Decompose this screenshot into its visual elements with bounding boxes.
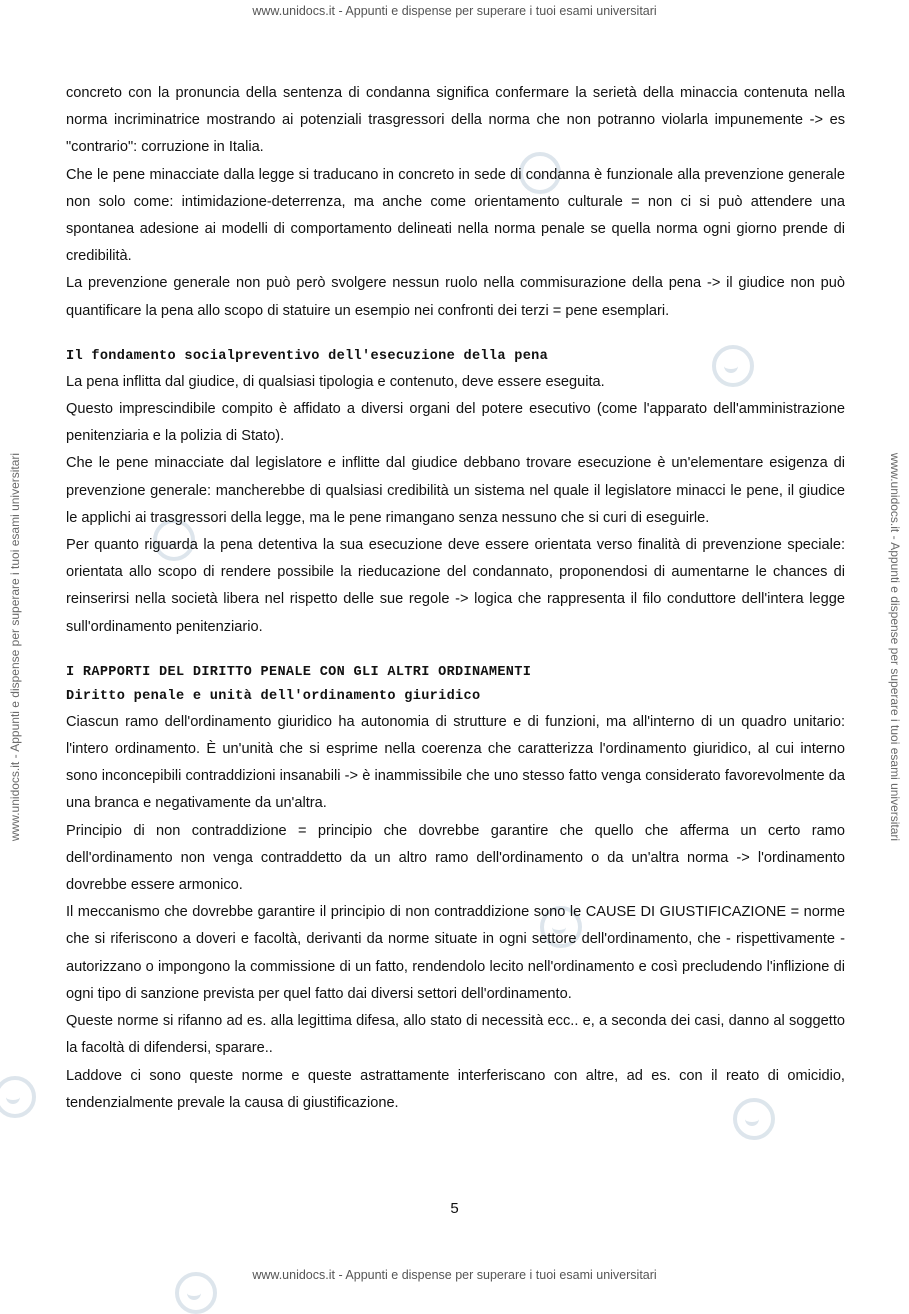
watermark-logo-icon [0, 1076, 36, 1118]
paragraph: Laddove ci sono queste norme e queste astrattamente interferiscano con altre, ad es. con il reato di omicidio, tendenzialmente prevale la causa di giustificazione. [66, 1067, 845, 1111]
paragraph: Che le pene minacciate dal legislatore e inflitte dal giudice debbano trovare esecuzione è un'elementare esigenza di prevenzione generale: mancherebbe di qualsiasi credibilità un sistema nel quale il legislatore minacci le pene, il giudice le applichi ai trasgressori della legge, ma le pene rimangano senza nessuno che si curi di eseguirle. [66, 455, 845, 526]
paragraph: Per quanto riguarda la pena detentiva la sua esecuzione deve essere orientata verso finalità di prevenzione speciale: orientata allo scopo di rendere possibile la rieducazione del condannato, proponendosi di aumentarne le chances di reinserirsi nella società libera nel rispetto delle sue regole -> logica che rappresenta il filo conduttore dell'intera legge sull'ordinamento penitenziario. [66, 537, 845, 635]
left-side-watermark: www.unidocs.it - Appunti e dispense per superare i tuoi esami universitari [8, 452, 22, 842]
paragraph: Questo imprescindibile compito è affidato a diversi organi del potere esecutivo (come l'apparato dell'amministrazione penitenziaria e la polizia di Stato). [66, 401, 845, 445]
right-side-watermark: www.unidocs.it - Appunti e dispense per superare i tuoi esami universitari [888, 452, 902, 842]
paragraph: concreto con la pronuncia della sentenza di condanna significa confermare la serietà della minaccia contenuta nella norma incriminatrice mostrando ai potenziali trasgressori della norma che non potranno violarla impunemente -> es "contrario": corruzione in Italia. [66, 85, 845, 156]
paragraph: Che le pene minacciate dalla legge si traducano in concreto in sede di condanna è funzionale alla prevenzione generale non solo come: intimidazione-deterrenza, ma anche come orientamento culturale = non ci si può attendere una spontanea adesione ai modelli di comportamento delineati nella norma penale se quella norma ogni giorno prende di credibilità. [66, 166, 845, 265]
paragraph: Queste norme si rifanno ad es. alla legittima difesa, allo stato di necessità ecc.. e, a seconda dei casi, danno al soggetto la facoltà di difendersi, sparare.. [66, 1013, 845, 1057]
footer-watermark: www.unidocs.it - Appunti e dispense per superare i tuoi esami universitari [252, 1268, 657, 1282]
section-heading: Il fondamento socialpreventivo dell'esecuzione della pena [66, 348, 549, 364]
chapter-title: I RAPPORTI DEL DIRITTO PENALE CON GLI ALTRI ORDINAMENTI [66, 664, 532, 680]
section-heading: Diritto penale e unità dell'ordinamento giuridico [66, 688, 481, 704]
paragraph: La pena inflitta dal giudice, di qualsiasi tipologia e contenuto, deve essere eseguita. [66, 373, 605, 390]
page-number: 5 [450, 1200, 459, 1217]
document-body [66, 80, 845, 1117]
header-watermark: www.unidocs.it - Appunti e dispense per superare i tuoi esami universitari [252, 4, 657, 18]
paragraph: Principio di non contraddizione = principio che dovrebbe garantire che quello che afferma un certo ramo dell'ordinamento non venga contraddetto da un altro ramo dell'ordinamento o da un'altra norma -> l'ordinamento dovrebbe essere armonico. [66, 822, 845, 894]
paragraph: Il meccanismo che dovrebbe garantire il principio di non contraddizione sono le CAUSE DI GIUSTIFICAZIONE = norme che si riferiscono a doveri e facoltà, derivanti da norme situate in ogni settore dell'ordinamento, che - rispettivamente - autorizzano o impongono la commissione di un fatto, rendendolo lecito nell'ordinamento e così precludendo l'inflizione di ogni tipo di sanzione prevista per quel fatto dai diversi settori dell'ordinamento. [66, 904, 845, 1002]
paragraph: Ciascun ramo dell'ordinamento giuridico ha autonomia di strutture e di funzioni, ma all'interno di un quadro unitario: l'intero ordinamento. È un'unità che si esprime nella coerenza che caratterizza l'ordinamento giuridico, al cui interno sono inconcepibili contraddizioni insanabili -> è inammissibile che uno stesso fatto venga considerato favorevolmente da una branca e negativamente da un'altra. [66, 713, 845, 812]
paragraph: La prevenzione generale non può però svolgere nessun ruolo nella commisurazione della pena -> il giudice non può quantificare la pena allo scopo di statuire un esempio nei confronti dei terzi = pene esemplari. [66, 275, 845, 319]
